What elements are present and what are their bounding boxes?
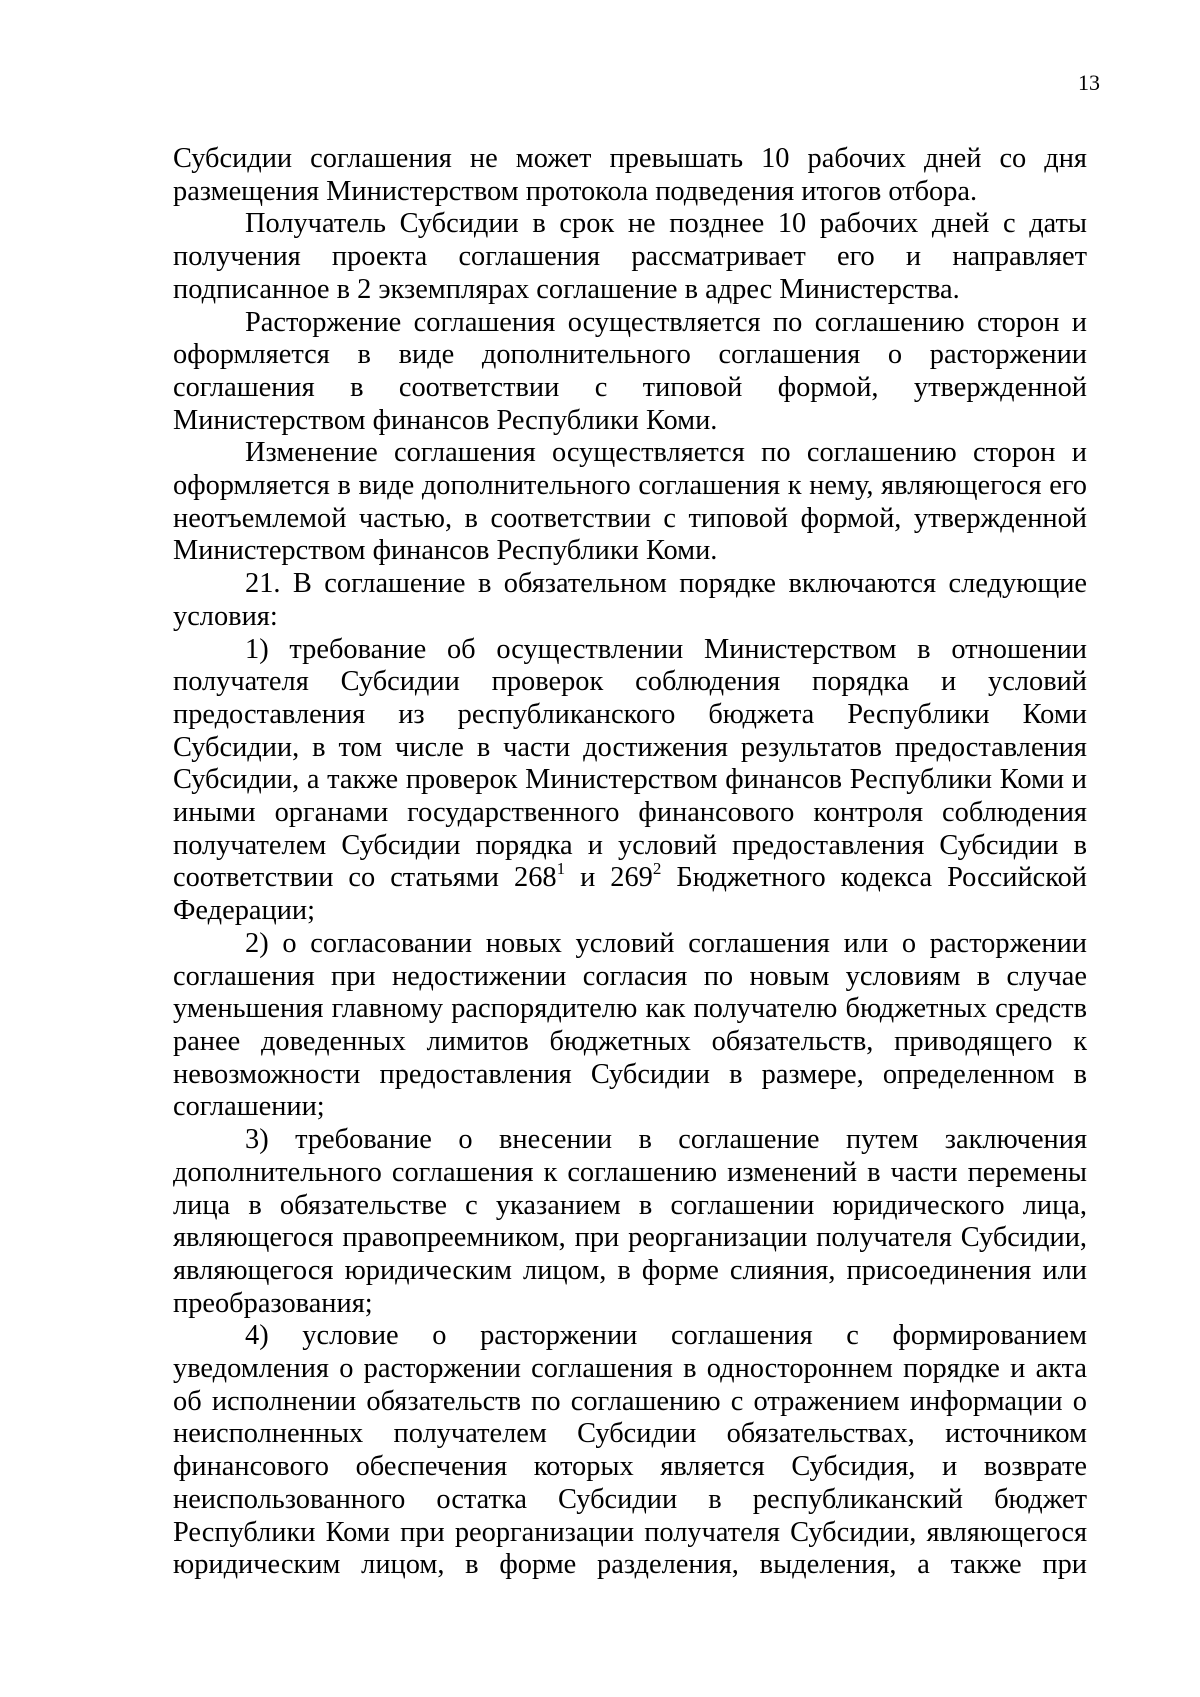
paragraph-item-3: 3) требование о внесении в соглашение путем заключения дополнительного соглашения к соглашению изменений в части перемены лица в обязательстве с указанием в соглашении юридического лица, являющегося правопреемником, при реорганизации получателя Субсидии, являющегося юридическим лицом, в форме слияния, присоединения или преобразования; — [173, 1124, 1087, 1319]
item-1-text-middle: и 269 — [565, 862, 653, 894]
page-number: 13 — [1078, 70, 1100, 95]
superscript-1: 1 — [556, 859, 566, 879]
paragraph-termination: Расторжение соглашения осуществляется по соглашению сторон и оформляется в виде дополнительного соглашения о расторжении соглашения в соответствии с типовой формой, утвержденной Министерством финансов Республики Коми. — [173, 306, 1087, 436]
item-1-text-after: Бюджетного кодекса Российской Федерации; — [173, 862, 1088, 927]
paragraph-amendment: Изменение соглашения осуществляется по соглашению сторон и оформляется в виде дополнительного соглашения к нему, являющегося его неотъемлемой частью, в соответствии с типовой формой, утвержденной Министерством финансов Республики Коми. — [173, 437, 1087, 567]
paragraph-clause-21: 21. В соглашение в обязательном порядке включаются следующие условия: — [173, 568, 1087, 632]
paragraph-item-4: 4) условие о расторжении соглашения с формированием уведомления о расторжении соглашения в одностороннем порядке и акта об исполнении обязательств по соглашению с отражением информации о неисполненных получателем Субсидии обязательствах, источником финансового обеспечения которых является Субсидия, и возврате неиспользованного остатка Субсидии в республиканский бюджет Республики Коми при реорганизации получателя Субсидии, являющегося юридическим лицом, в форме разделения, выделения, а также при — [173, 1320, 1087, 1581]
superscript-2: 2 — [652, 859, 662, 879]
paragraph-item-2: 2) о согласовании новых условий соглашения или о расторжении соглашения при недостижении согласия по новым условиям в случае уменьшения главному распорядителю как получателю бюджетных средств ранее доведенных лимитов бюджетных обязательств, приводящего к невозможности предоставления Субсидии в размере, определенном в соглашении; — [173, 927, 1087, 1123]
paragraph-recipient-signing: Получатель Субсидии в срок не позднее 10 рабочих дней с даты получения проекта соглашения рассматривает его и направляет подписанное в 2 экземплярах соглашение в адрес Министерства. — [173, 208, 1087, 305]
document-body — [173, 143, 1087, 1582]
paragraph-continuation: Субсидии соглашения не может превышать 10 рабочих дней со дня размещения Министерством протокола подведения итогов отбора. — [173, 143, 1087, 207]
item-1-text-before: 1) требование об осуществлении Министерством в отношении получателя Субсидии проверок соблюдения порядка и условий предоставления из республиканского бюджета Республики Коми Субсидии, в том числе в части достижения результатов предоставления Субсидии, а также проверок Министерством финансов Республики Коми и иными органами государственного финансового контроля соблюдения получателем Субсидии порядка и условий предоставления Субсидии в соответствии со статьями 268 — [173, 633, 1087, 894]
paragraph-item-1 — [173, 634, 1087, 928]
